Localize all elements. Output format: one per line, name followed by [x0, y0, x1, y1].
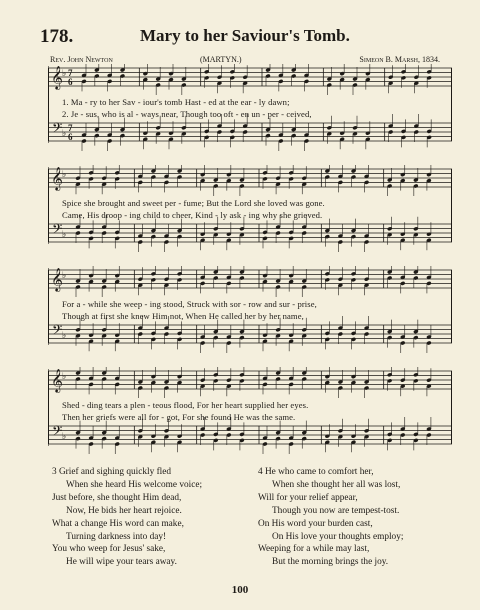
page-number: 100 — [231, 584, 249, 596]
author-credit: Rev. John Newton — [50, 55, 113, 64]
lyric-line-verse-2: Came, His droop - ing child to cheer, Kind - ly ask - ing why she grieved. — [62, 210, 323, 220]
lyric-line-verse-1: For a - while she weep - ing stood, Struck with sor - row and sur - prise, — [62, 299, 317, 309]
verse-line: 4 He who came to comfort her, — [258, 467, 374, 477]
svg-text:𝄞: 𝄞 — [51, 267, 63, 291]
music-system-4 — [48, 367, 452, 459]
verse-line: On His word your burden cast, — [258, 518, 373, 529]
svg-text:𝄞: 𝄞 — [51, 65, 63, 89]
svg-text:♭: ♭ — [62, 372, 67, 382]
verse-line: He will wipe your tears away. — [66, 557, 177, 568]
lyric-line-verse-1: 1. Ma - ry to her Sav - iour's tomb Hast - ed at the ear - ly dawn; — [62, 97, 290, 107]
svg-text:𝄢: 𝄢 — [52, 120, 63, 139]
music-system-2 — [48, 165, 452, 257]
composer-credit: Simeon B. Marsh, 1834. — [359, 55, 440, 64]
svg-text:7: 7 — [68, 68, 73, 78]
music-system-3 — [48, 266, 452, 358]
lyric-line-verse-1: Shed - ding tears a plen - teous flood, For her heart supplied her eyes. — [62, 400, 309, 410]
svg-text:6: 6 — [68, 77, 73, 87]
verse-line: 3 Grief and sighing quickly fled — [52, 467, 172, 477]
lyric-line-verse-2: Then her griefs were all for - got, For she found He was the same. — [62, 412, 296, 422]
svg-text:♭: ♭ — [62, 69, 67, 79]
hymn-title: Mary to her Saviour's Tomb. — [140, 26, 350, 45]
svg-text:𝄞: 𝄞 — [51, 368, 63, 392]
verse-line: What a change His word can make, — [52, 518, 184, 529]
verse-line: On His love your thoughts employ; — [272, 531, 404, 542]
verse-line: Will for your relief appear, — [258, 492, 358, 503]
svg-text:𝄢: 𝄢 — [52, 221, 63, 240]
svg-text:♭: ♭ — [62, 271, 67, 281]
verse-line: You who weep for Jesus' sake, — [52, 544, 166, 555]
lyric-line-verse-2: 2. Je - sus, who is al - ways near, Though too oft - en un - per - ceived, — [62, 109, 312, 119]
svg-text:6: 6 — [68, 132, 73, 142]
verse-line: But the morning brings the joy. — [272, 557, 389, 568]
lyric-line-verse-2: Though at first she knew Him not, When He called her by her name, — [62, 311, 304, 321]
svg-text:♭: ♭ — [62, 230, 67, 240]
svg-text:𝄞: 𝄞 — [51, 166, 63, 190]
verse-line: When she heard His welcome voice; — [66, 479, 203, 490]
music-system-1 — [48, 64, 452, 156]
svg-text:♭: ♭ — [62, 432, 67, 442]
svg-text:♭: ♭ — [62, 331, 67, 341]
verse-line: When she thought her all was lost, — [272, 479, 401, 490]
verse-line: Weeping for a while may last, — [258, 544, 370, 555]
svg-text:7: 7 — [68, 123, 73, 133]
verse-line: Now, He bids her heart rejoice. — [66, 505, 182, 516]
lyric-line-verse-1: Spice she brought and sweet per - fume; But the Lord she loved was gone. — [62, 198, 325, 208]
verse-line: Though you now are tempest-tost. — [272, 505, 400, 516]
tune-name: (MARTYN.) — [200, 55, 242, 64]
svg-text:𝄢: 𝄢 — [52, 322, 63, 341]
verse-3 — [52, 466, 252, 569]
hymn-number: 178. — [40, 26, 74, 47]
verse-line: Just before, she thought Him dead, — [52, 492, 182, 503]
verse-line: Turning darkness into day! — [66, 531, 167, 542]
svg-text:♭: ♭ — [62, 129, 67, 139]
verse-4 — [258, 466, 458, 569]
svg-text:♭: ♭ — [62, 170, 67, 180]
svg-text:𝄢: 𝄢 — [52, 423, 63, 442]
